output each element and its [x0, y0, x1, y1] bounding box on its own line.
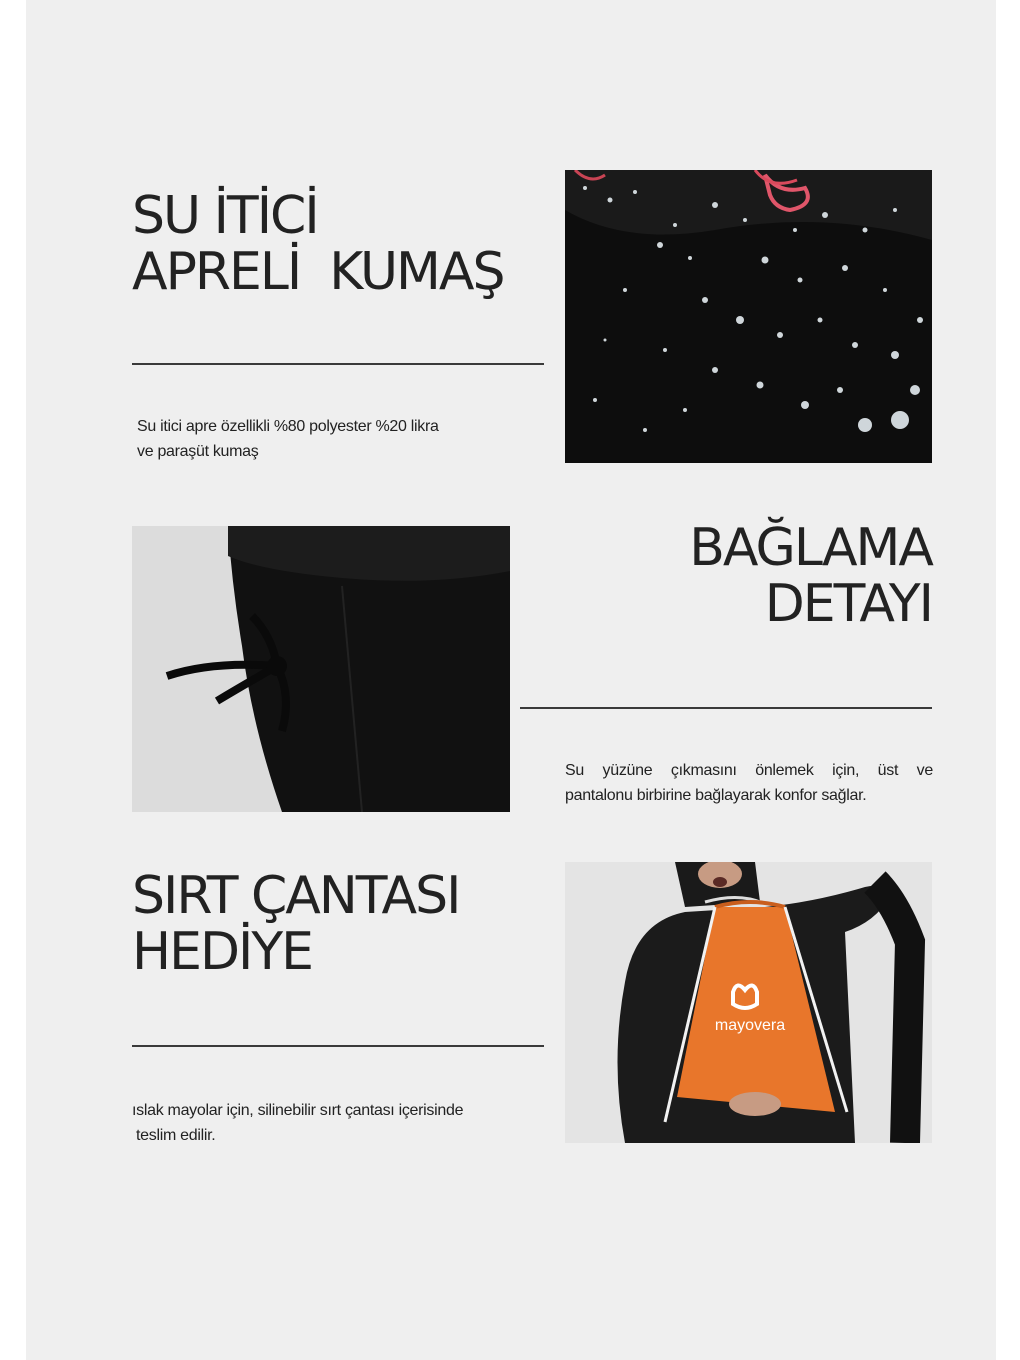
heading-line: BAĞLAMA	[689, 518, 932, 578]
heading-line: SIRT ÇANTASI	[132, 866, 460, 926]
heading-line: HEDİYE	[132, 922, 312, 982]
section-heading-tie-detail	[689, 520, 932, 632]
description-line: pantalonu birbirine bağlayarak konfor sağlar.	[565, 787, 867, 804]
heading-line: DETAYI	[764, 574, 932, 634]
heading-line: SU İTİCİ	[132, 186, 318, 246]
section-description-backpack-gift	[132, 1098, 463, 1148]
description-line: Su itici apre özellikli %80 polyester %20 likra	[137, 418, 439, 435]
backpack-gift-photo	[565, 862, 932, 1143]
divider-line	[132, 1045, 544, 1047]
description-line: teslim edilir.	[136, 1127, 216, 1144]
divider-line	[132, 363, 544, 365]
section-heading-backpack-gift	[132, 868, 459, 980]
heading-line: APRELİ KUMAŞ	[132, 242, 504, 302]
product-detail-page	[26, 0, 996, 1360]
divider-line	[520, 707, 932, 709]
water-repellent-fabric-photo	[565, 170, 932, 463]
section-description-tie-detail	[565, 758, 933, 808]
tie-detail-photo	[132, 526, 510, 812]
description-line: Su yüzüne çıkmasını önlemek için, üst ve	[565, 762, 933, 779]
section-description-water-repellent	[137, 414, 439, 464]
description-line: ve paraşüt kumaş	[137, 443, 259, 460]
bag-logo-text: mayovera	[714, 1017, 786, 1034]
section-heading-water-repellent	[132, 188, 504, 300]
description-line: ıslak mayolar için, silinebilir sırt çantası içerisinde	[132, 1102, 464, 1119]
